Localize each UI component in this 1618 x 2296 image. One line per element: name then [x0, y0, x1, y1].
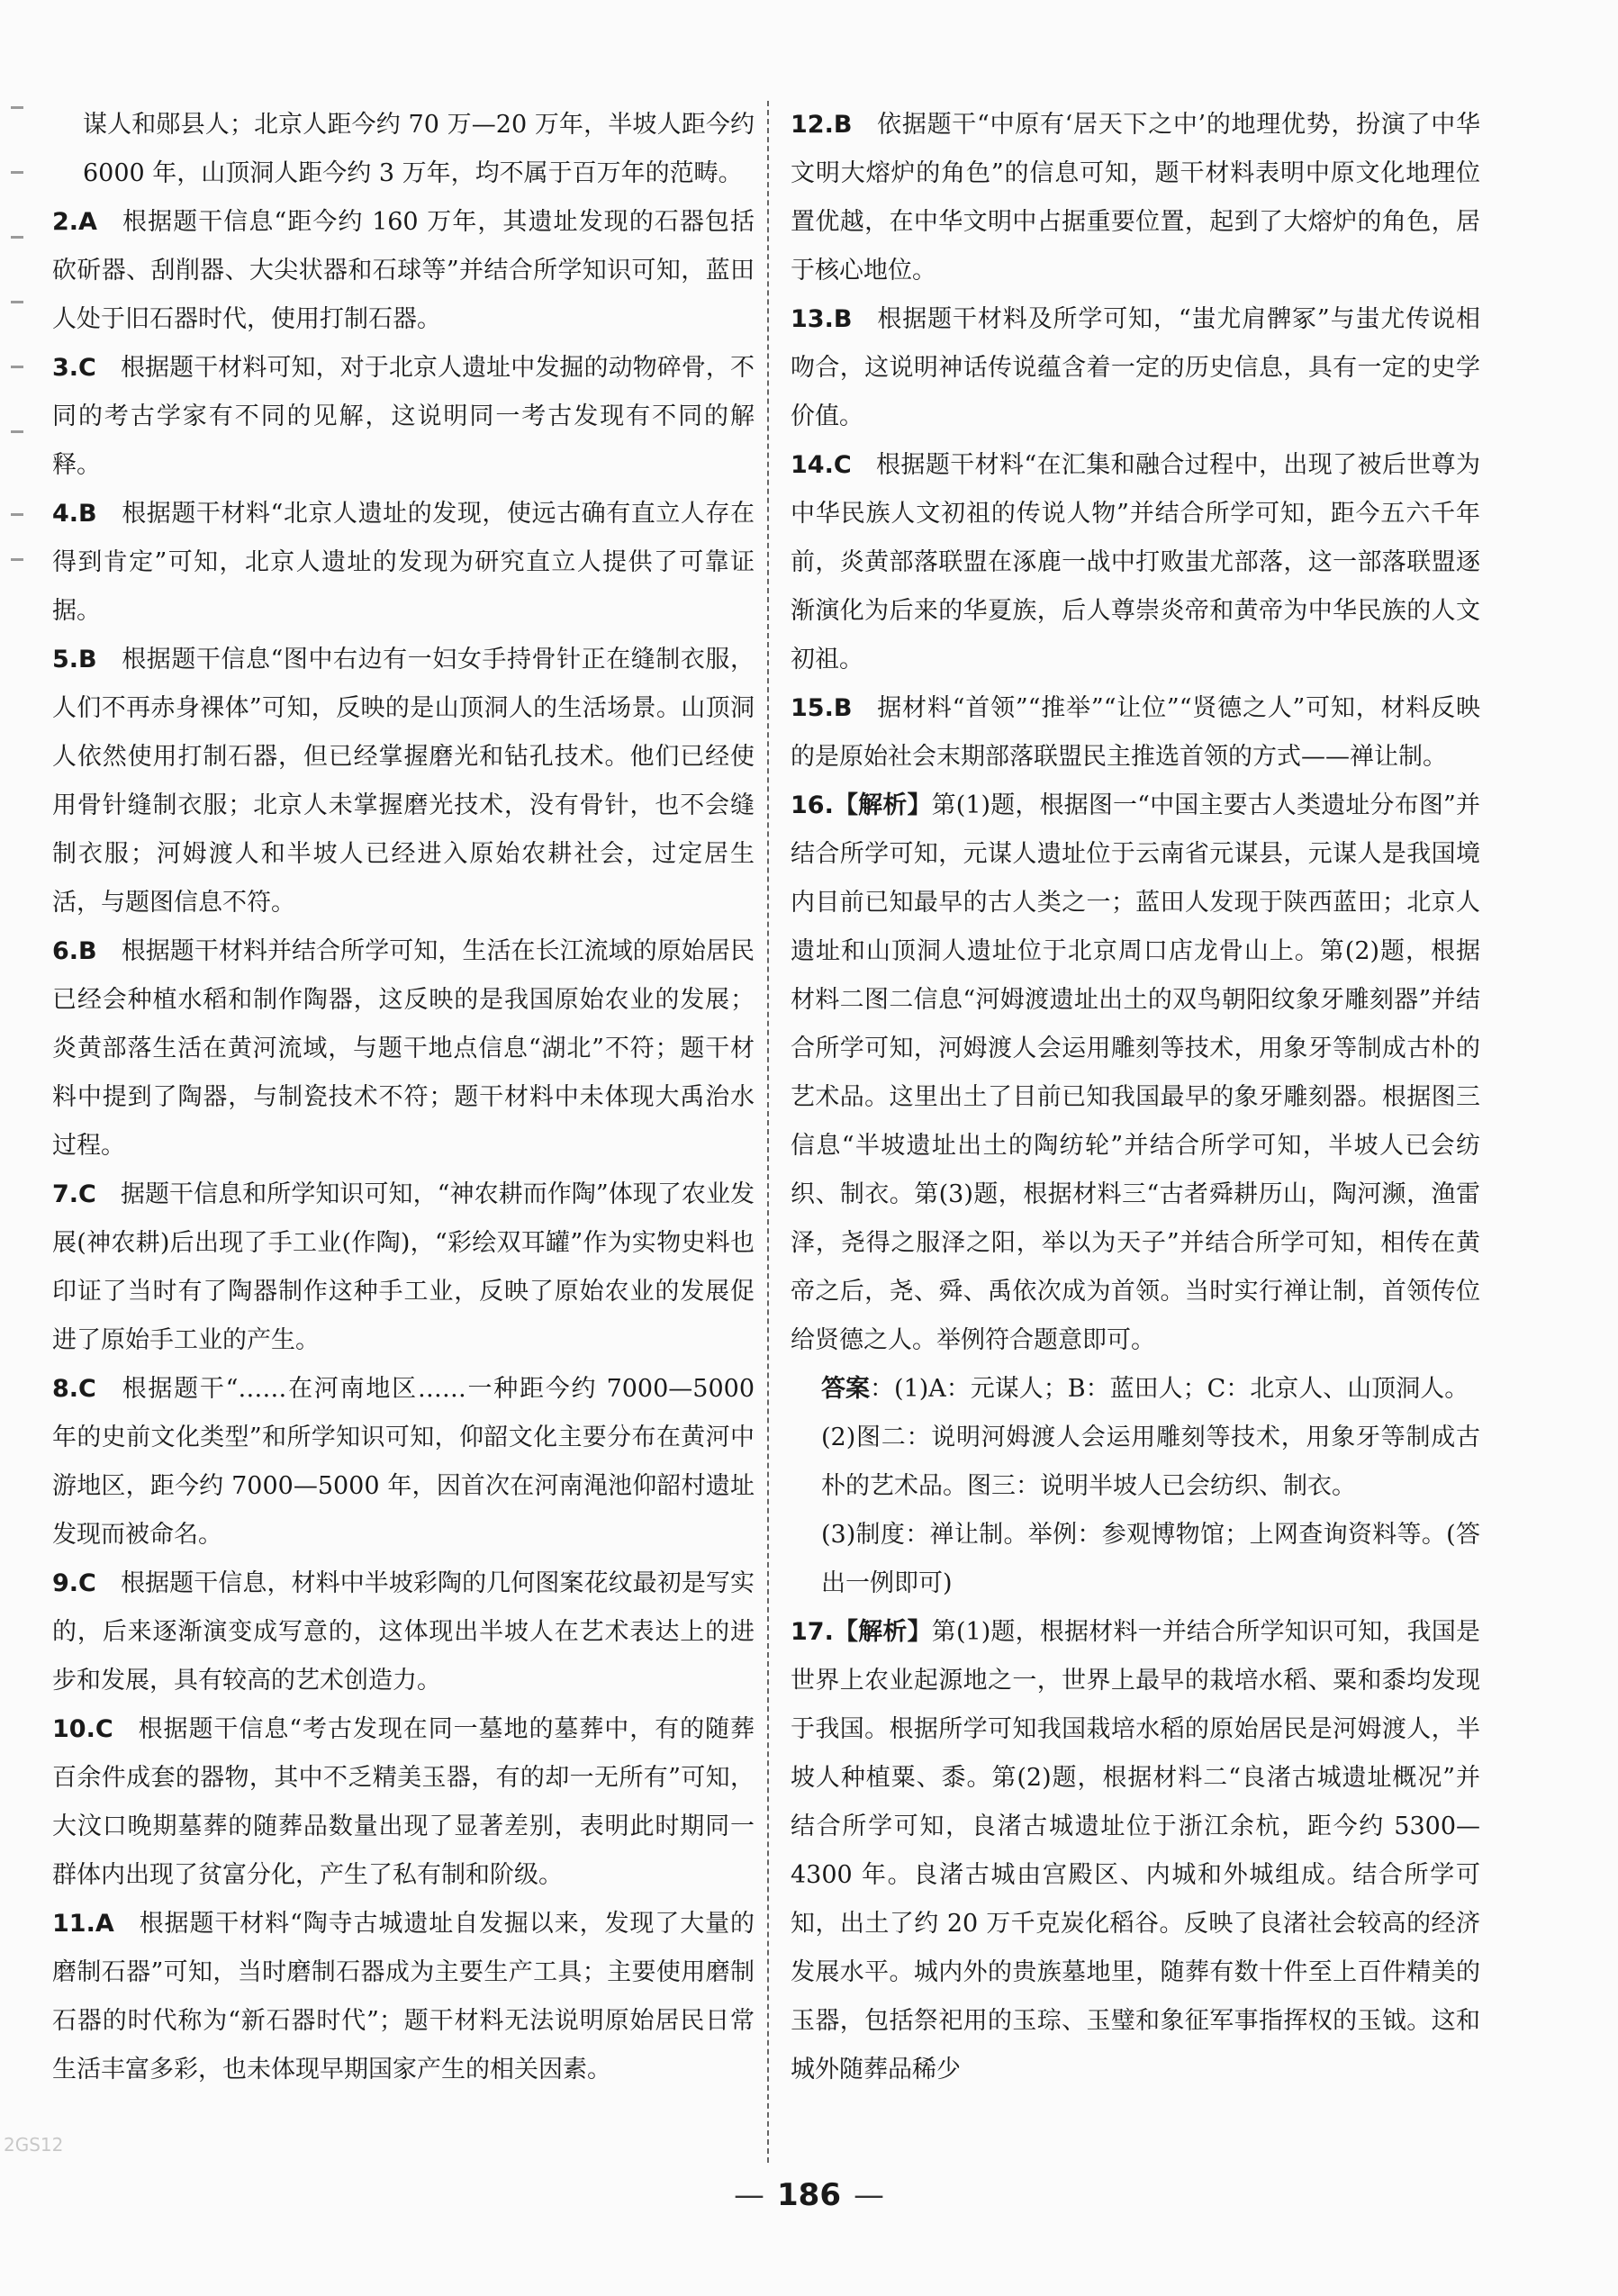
- answer-text: [791, 1414, 1480, 1511]
- answer-item: [791, 782, 1480, 1365]
- answer-text: [791, 441, 1480, 684]
- question-number: 15.: [791, 694, 834, 722]
- explanation-text: 根据题干材料“北京人遗址的发现，使远古确有直立人存在得到肯定”可知，北京人遗址的发现为研究直立人提供了可靠证据。: [52, 500, 755, 625]
- answer-item: [52, 198, 755, 344]
- answer-item: [52, 344, 755, 490]
- answer-choice: C: [95, 1715, 113, 1743]
- answer-choice: B: [833, 305, 853, 333]
- page-number: — 186 —: [734, 2177, 884, 2213]
- explanation-text: (2)图二：说明河姆渡人会运用雕刻等技术，用象牙等制成古朴的艺术品。图三：说明半坡人已会纺织、制衣。: [821, 1424, 1480, 1500]
- right-column: [791, 101, 1480, 2094]
- answer-text: [791, 295, 1480, 441]
- answer-choice: C: [78, 1569, 96, 1597]
- answer-item: [52, 1705, 755, 1900]
- margin-mark: [11, 558, 23, 561]
- answer-text: [52, 101, 755, 198]
- explanation-text: 据材料“首领”“推举”“让位”“贤德之人”可知，材料反映的是原始社会末期部落联盟民主推选首领的方式——禅让制。: [791, 694, 1480, 771]
- answer-choice: C: [78, 1180, 96, 1208]
- answer-choice: A: [95, 1910, 114, 1938]
- answer-item: [52, 636, 755, 927]
- question-number: 4.: [52, 500, 79, 528]
- answer-item: [791, 684, 1480, 782]
- answer-choice: 【解析】: [833, 1618, 932, 1646]
- answer-item: [791, 1365, 1480, 1608]
- explanation-text: 谋人和郧县人；北京人距今约 70 万—20 万年，半坡人距今约 6000 年，山顶洞人距今约 3 万年，均不属于百万年的范畴。: [83, 111, 755, 187]
- explanation-text: 根据题干信息，材料中半坡彩陶的几何图案花纹最初是写实的，后来逐渐演变成写意的，这体现出半坡人在艺术表达上的进步和发展，具有较高的艺术创造力。: [52, 1569, 755, 1695]
- explanation-text: (3)制度：禅让制。举例：参观博物馆；上网查询资料等。(答出一例即可): [821, 1521, 1480, 1597]
- answer-text: [791, 1511, 1480, 1608]
- answer-text: [52, 1365, 755, 1559]
- answer-item: [52, 1559, 755, 1705]
- answer-choice: B: [833, 111, 853, 139]
- answer-item: [52, 927, 755, 1171]
- question-number: 16.: [791, 791, 834, 819]
- question-number: 17.: [791, 1618, 834, 1646]
- explanation-text: 根据题干材料“陶寺古城遗址自发掘以来，发现了大量的磨制石器”可知，当时磨制石器成为主要生产工具；主要使用磨制石器的时代称为“新石器时代”；题干材料无法说明原始居民日常生活丰富多彩，也未体现早期国家产生的相关因素。: [52, 1910, 755, 2084]
- margin-mark: [11, 366, 23, 368]
- answer-choice: C: [78, 354, 96, 382]
- explanation-text: 根据题干材料可知，对于北京人遗址中发掘的动物碎骨，不同的考古学家有不同的见解，这说明同一考古发现有不同的解释。: [52, 354, 755, 479]
- margin-mark: [11, 301, 23, 303]
- answer-item: [52, 490, 755, 636]
- answer-choice: C: [833, 451, 852, 479]
- answer-item: [791, 1608, 1480, 2094]
- answer-text: [791, 1365, 1480, 1414]
- answer-choice: B: [833, 694, 853, 722]
- answer-text: [52, 636, 755, 927]
- corner-mark: 2GS12: [4, 2134, 64, 2156]
- explanation-text: 根据题干材料及所学可知，“蚩尤肩髀冢”与蚩尤传说相吻合，这说明神话传说蕴含着一定的历史信息，具有一定的史学价值。: [791, 305, 1480, 430]
- answer-text: [52, 1900, 755, 2094]
- question-number: 8.: [52, 1375, 79, 1403]
- answer-text: [52, 198, 755, 344]
- answer-text: [791, 782, 1480, 1365]
- question-number: 7.: [52, 1180, 79, 1208]
- answer-choice: 【解析】: [833, 791, 932, 819]
- question-number: 9.: [52, 1569, 79, 1597]
- explanation-text: 第(1)题，根据材料一并结合所学知识可知，我国是世界上农业起源地之一，世界上最早的栽培水稻、粟和黍均发现于我国。根据所学可知我国栽培水稻的原始居民是河姆渡人，半坡人种植粟、黍。第(2)题，根据材料二“良渚古城遗址概况”并结合所学可知，良渚古城遗址位于浙江余杭，距今约 5300—4300 年。良渚古城由宫殿区、内城和外城组成。结合所学可知，出土了约 20 万千克炭化稻谷。反映了良渚社会较高的经济发展水平。城内外的贵族墓地里，随葬有数十件至上百件精美的玉器，包括祭祀用的玉琮、玉璧和象征军事指挥权的玉钺。这和城外随葬品稀少: [791, 1618, 1481, 2084]
- answer-choice: B: [78, 937, 97, 965]
- margin-mark: [11, 513, 23, 516]
- answer-text: [52, 1171, 755, 1365]
- answer-item: [52, 101, 755, 198]
- margin-mark: [11, 106, 23, 109]
- answer-choice: A: [78, 208, 97, 236]
- explanation-text: 依据题干“中原有‘居天下之中’的地理优势，扮演了中华文明大熔炉的角色”的信息可知，题干材料表明中原文化地理位置优越，在中华文明中占据重要位置，起到了大熔炉的角色，居于核心地位。: [791, 111, 1480, 285]
- explanation-text: 根据题干信息“考古发现在同一墓地的墓葬中，有的随葬百余件成套的器物，其中不乏精美玉器，有的却一无所有”可知，大汶口晚期墓葬的随葬品数量出现了显著差别，表明此时期同一群体内出现了贫富分化，产生了私有制和阶级。: [52, 1715, 755, 1889]
- answer-text: [791, 684, 1480, 782]
- answer-choice: B: [78, 500, 97, 528]
- explanation-text: 根据题干材料并结合所学可知，生活在长江流域的原始居民已经会种植水稻和制作陶器，这反映的是我国原始农业的发展；炎黄部落生活在黄河流域，与题干地点信息“湖北”不符；题干材料中提到了陶器，与制瓷技术不符；题干材料中未体现大禹治水过程。: [52, 937, 755, 1160]
- question-number: 14.: [791, 451, 834, 479]
- answer-item: [791, 441, 1480, 684]
- column-divider: [767, 101, 769, 2163]
- explanation-text: 根据题干信息“图中右边有一妇女手持骨针正在缝制衣服，人们不再赤身裸体”可知，反映的是山顶洞人的生活场景。山顶洞人依然使用打制石器，但已经掌握磨光和钻孔技术。他们已经使用骨针缝制衣服；北京人未掌握磨光技术，没有骨针，也不会缝制衣服；河姆渡人和半坡人已经进入原始农耕社会，过定居生活，与题图信息不符。: [52, 646, 755, 917]
- explanation-text: ：(1)A：元谋人；B：蓝田人；C：北京人、山顶洞人。: [870, 1375, 1469, 1403]
- explanation-text: 根据题干“……在河南地区……一种距今约 7000—5000 年的史前文化类型”和所学知识可知，仰韶文化主要分布在黄河中游地区，距今约 7000—5000 年，因首次在河南渑池仰韶村遗址发现而被命名。: [52, 1375, 755, 1549]
- question-number: 5.: [52, 646, 79, 673]
- answer-item: [791, 295, 1480, 441]
- question-number: 13.: [791, 305, 834, 333]
- question-number: 12.: [791, 111, 834, 139]
- answer-choice: B: [78, 646, 97, 673]
- question-number: 6.: [52, 937, 79, 965]
- answer-text: [791, 1608, 1480, 2094]
- answer-text: [52, 1559, 755, 1705]
- question-number: 2.: [52, 208, 79, 236]
- answer-text: [52, 344, 755, 490]
- page-number-value: 186: [777, 2177, 841, 2213]
- explanation-text: 根据题干信息“距今约 160 万年，其遗址发现的石器包括砍斫器、刮削器、大尖状器和石球等”并结合所学知识可知，蓝田人处于旧石器时代，使用打制石器。: [52, 208, 755, 333]
- explanation-text: 据题干信息和所学知识可知，“神农耕而作陶”体现了农业发展(神农耕)后出现了手工业(作陶)，“彩绘双耳罐”作为实物史料也印证了当时有了陶器制作这种手工业，反映了原始农业的发展促进了原始手工业的产生。: [52, 1180, 755, 1354]
- answer-label: 答案: [821, 1375, 870, 1403]
- question-number: 11.: [52, 1910, 95, 1938]
- answer-text: [52, 490, 755, 636]
- margin-mark: [11, 171, 23, 174]
- answer-choice: C: [78, 1375, 96, 1403]
- answer-text: [52, 1705, 755, 1900]
- margin-mark: [11, 236, 23, 239]
- margin-mark: [11, 430, 23, 433]
- answer-item: [52, 1365, 755, 1559]
- explanation-text: 第(1)题，根据图一“中国主要古人类遗址分布图”并结合所学可知，元谋人遗址位于云南省元谋县，元谋人是我国境内目前已知最早的古人类之一；蓝田人发现于陕西蓝田；北京人遗址和山顶洞人遗址位于北京周口店龙骨山上。第(2)题，根据材料二图二信息“河姆渡遗址出土的双鸟朝阳纹象牙雕刻器”并结合所学可知，河姆渡人会运用雕刻等技术，用象牙等制成古朴的艺术品。这里出土了目前已知我国最早的象牙雕刻器。根据图三信息“半坡遗址出土的陶纺轮”并结合所学可知，半坡人已会纺织、制衣。第(3)题，根据材料三“古者舜耕历山，陶河濒，渔雷泽，尧得之服泽之阳，举以为天子”并结合所学可知，相传在黄帝之后，尧、舜、禹依次成为首领。当时实行禅让制，首领传位给贤德之人。举例符合题意即可。: [791, 791, 1480, 1354]
- answer-text: [791, 101, 1480, 295]
- question-number: 10.: [52, 1715, 95, 1743]
- left-column: [52, 101, 755, 2094]
- answer-item: [791, 101, 1480, 295]
- question-number: 3.: [52, 354, 79, 382]
- answer-item: [52, 1900, 755, 2094]
- answer-item: [52, 1171, 755, 1365]
- answer-text: [52, 927, 755, 1171]
- explanation-text: 根据题干材料“在汇集和融合过程中，出现了被后世尊为中华民族人文初祖的传说人物”并结合所学可知，距今五六千年前，炎黄部落联盟在涿鹿一战中打败蚩尤部落，这一部落联盟逐渐演化为后来的华夏族，后人尊崇炎帝和黄帝为中华民族的人文初祖。: [791, 451, 1480, 673]
